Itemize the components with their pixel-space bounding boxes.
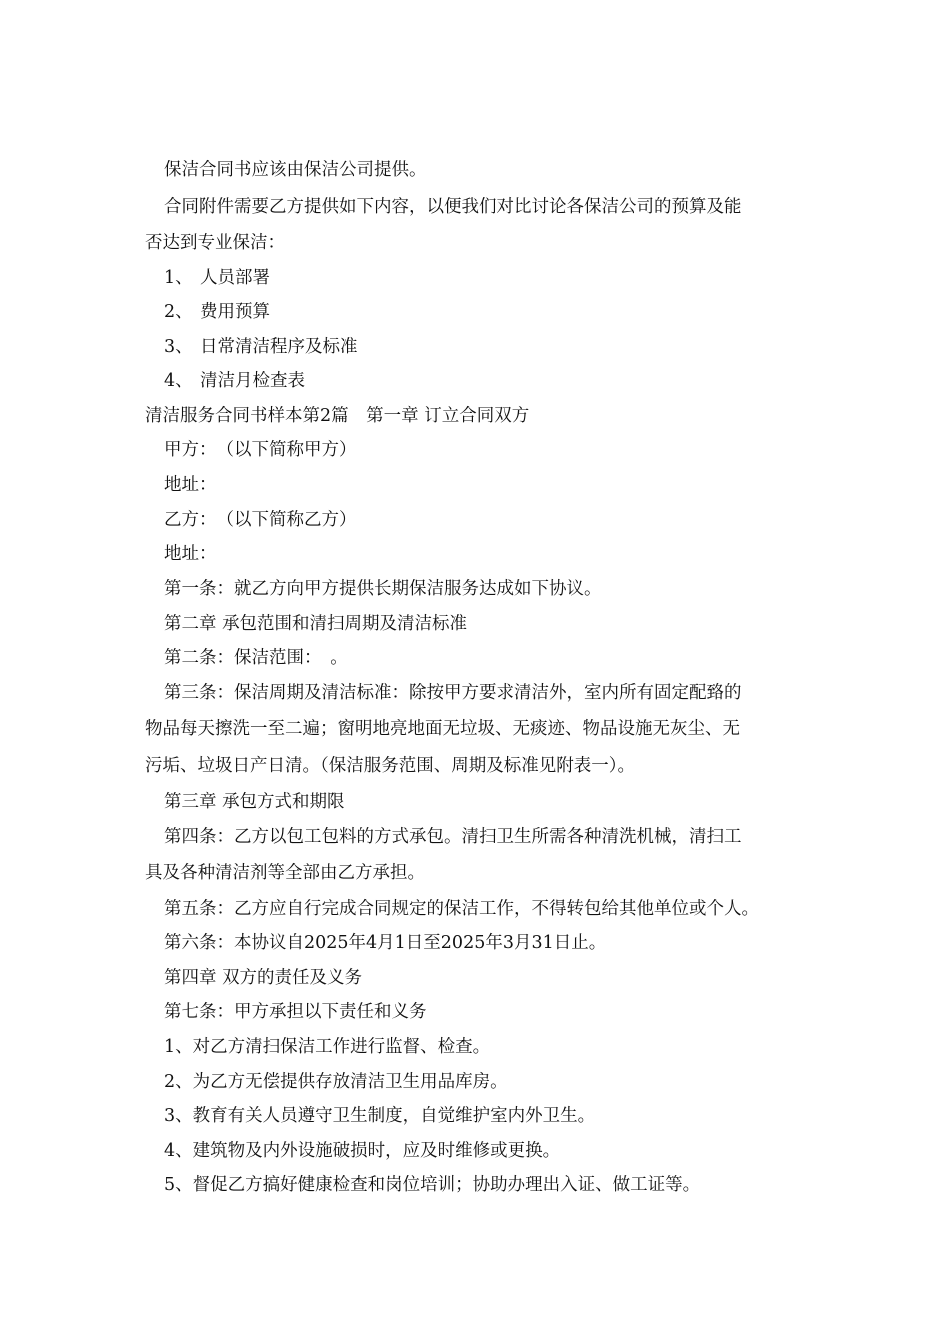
list-item: 3、教育有关人员遵守卫生制度，自觉维护室内外卫生。 — [164, 1106, 596, 1126]
paragraph-line: 保洁合同书应该由保洁公司提供。 — [164, 160, 427, 180]
chapter-heading: 第三章 承包方式和期限 — [164, 792, 345, 812]
paragraph-line: 具及各种清洁剂等全部由乙方承担。 — [145, 863, 425, 883]
paragraph-line: 污垢、垃圾日产日清。（保洁服务范围、周期及标准见附表一）。 — [145, 756, 635, 776]
list-number: 3、 — [164, 337, 193, 357]
article-line: 第三条：保洁周期及清洁标准：除按甲方要求清洁外，室内所有固定配臵的 — [164, 683, 742, 703]
list-item: 5、督促乙方搞好健康检查和岗位培训；协助办理出入证、做工证等。 — [164, 1175, 701, 1195]
list-text: 日常清洁程序及标准 — [200, 337, 358, 357]
list-item: 1、对乙方清扫保洁工作进行监督、检查。 — [164, 1037, 491, 1057]
list-item — [164, 267, 270, 289]
list-text: 清洁月检查表 — [200, 371, 305, 391]
article-line: 第四条：乙方以包工包料的方式承包。清扫卫生所需各种清洗机械，清扫工 — [164, 827, 742, 847]
party-b-line: 乙方： （以下简称乙方） — [164, 510, 357, 530]
list-number: 4、 — [164, 371, 193, 391]
article-line: 第二条：保洁范围： 。 — [164, 648, 348, 668]
list-item — [164, 370, 305, 392]
list-text: 人员部署 — [200, 268, 270, 288]
address-line: 地址： — [164, 475, 217, 495]
list-number: 1、 — [164, 268, 193, 288]
paragraph-line: 否达到专业保洁： — [145, 233, 285, 253]
paragraph-line: 合同附件需要乙方提供如下内容，以便我们对比讨论各保洁公司的预算及能 — [164, 197, 742, 217]
chapter-heading: 第四章 双方的责任及义务 — [164, 968, 363, 988]
list-item: 2、为乙方无偿提供存放清洁卫生用品库房。 — [164, 1072, 508, 1092]
list-item — [164, 301, 270, 323]
article-line: 第五条：乙方应自行完成合同规定的保洁工作，不得转包给其他单位或个人。 — [164, 899, 759, 919]
paragraph-line: 物品每天擦洗一至二遍；窗明地亮地面无垃圾、无痰迹、物品设施无灰尘、无 — [145, 719, 740, 739]
article-line: 第七条：甲方承担以下责任和义务 — [164, 1002, 427, 1022]
list-item — [164, 336, 358, 358]
list-text: 费用预算 — [200, 302, 270, 322]
section-heading: 清洁服务合同书样本第2篇 第一章 订立合同双方 — [145, 406, 530, 426]
list-item: 4、建筑物及内外设施破损时，应及时维修或更换。 — [164, 1141, 561, 1161]
article-line: 第一条：就乙方向甲方提供长期保洁服务达成如下协议。 — [164, 579, 602, 599]
article-line: 第六条：本协议自2025年4月1日至2025年3月31日止。 — [164, 933, 607, 953]
party-a-line: 甲方： （以下简称甲方） — [164, 440, 357, 460]
address-line: 地址： — [164, 544, 217, 564]
chapter-heading: 第二章 承包范围和清扫周期及清洁标准 — [164, 614, 468, 634]
list-number: 2、 — [164, 302, 193, 322]
